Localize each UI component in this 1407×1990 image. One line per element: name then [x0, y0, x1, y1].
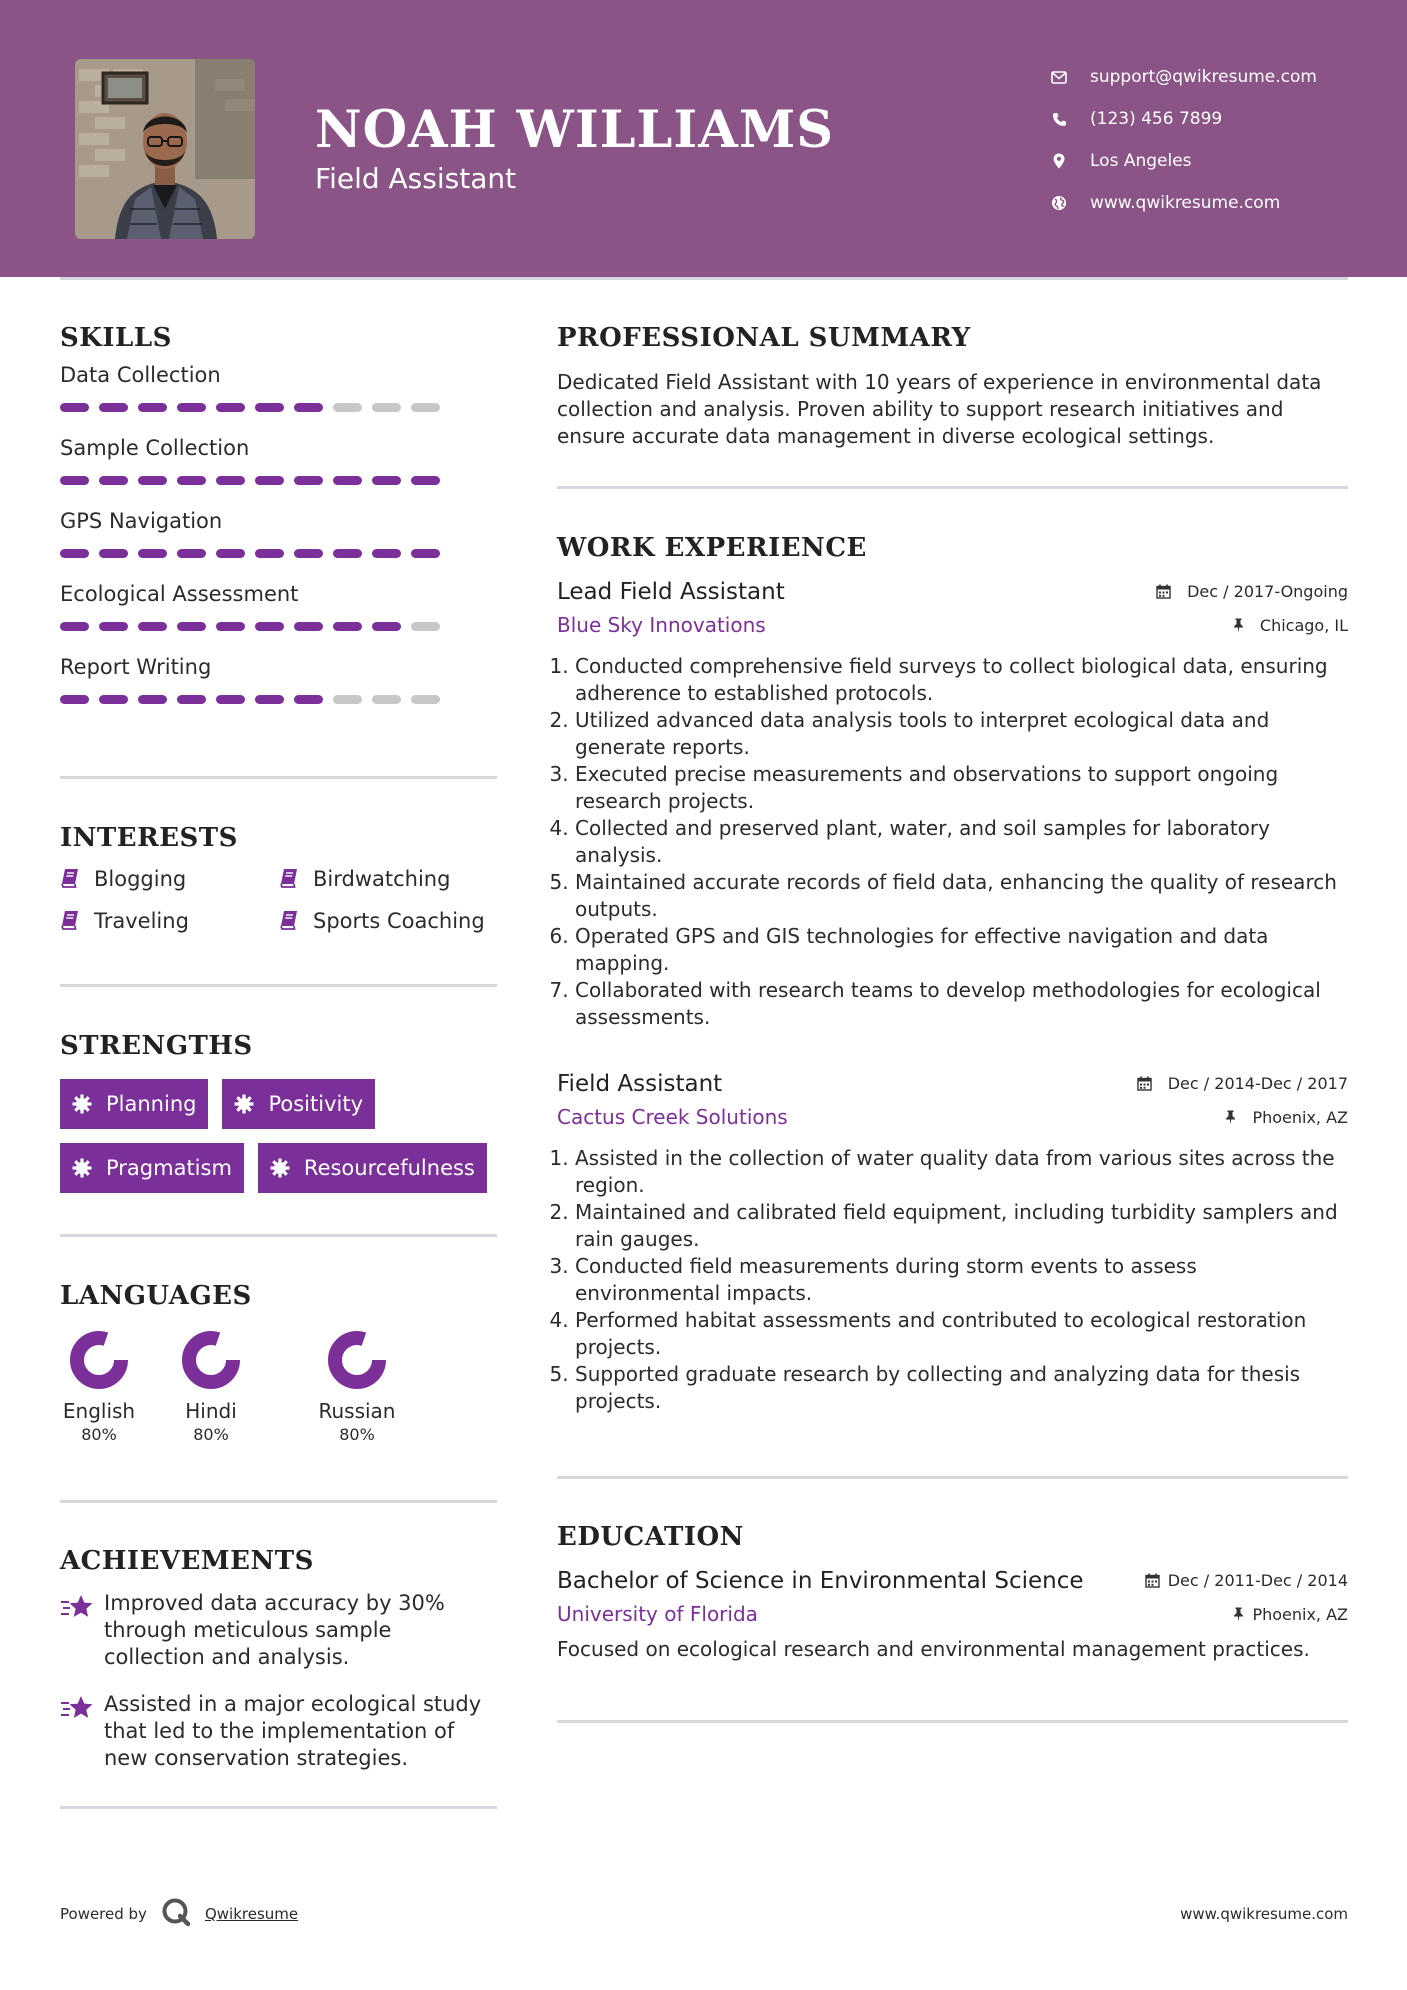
- job-duties: [557, 1145, 1348, 1415]
- language-progress-ring: [326, 1329, 388, 1391]
- book-icon: [279, 868, 301, 890]
- job-duties: [557, 653, 1348, 1031]
- skill-level-dot: [60, 403, 89, 412]
- languages-section: [60, 1281, 497, 1444]
- contact-list: [1050, 56, 1317, 224]
- calendar-icon: [1137, 1076, 1160, 1091]
- skill-level-dot: [411, 403, 440, 412]
- skill-level-dot: [177, 476, 206, 485]
- interest-item: [279, 867, 498, 891]
- skill-level-dot: [99, 403, 128, 412]
- skill-level-dot: [255, 403, 284, 412]
- badge-icon: [72, 1158, 92, 1178]
- experience-title: WORK EXPERIENCE: [557, 533, 867, 563]
- interests-title: INTERESTS: [60, 823, 238, 853]
- candidate-title: Field Assistant: [315, 162, 517, 195]
- strength-tag: [60, 1143, 244, 1193]
- job-role: Field Assistant: [557, 1071, 723, 1097]
- language-progress-arc: [189, 1338, 233, 1382]
- skill-level-dot: [177, 622, 206, 631]
- qwikresume-link[interactable]: Qwikresume: [204, 1905, 299, 1923]
- badge-icon: [72, 1094, 92, 1114]
- strength-tag: [222, 1079, 375, 1129]
- skill-level-dot: [333, 549, 362, 558]
- footer: [60, 1898, 1348, 1930]
- language-name: Hindi: [185, 1399, 237, 1423]
- skill-level-dot: [255, 695, 284, 704]
- footer-url[interactable]: www.qwikresume.com: [1180, 1905, 1348, 1923]
- globe-icon: [1050, 194, 1068, 212]
- job-date-text: Dec / 2014-Dec / 2017: [1167, 1074, 1348, 1093]
- job-duty: 1. Assisted in the collection of water quality data from various sites across the region.: [575, 1145, 1348, 1199]
- contact-email-text: support@qwikresume.com: [1090, 67, 1317, 87]
- language-percent: 80%: [193, 1425, 229, 1444]
- job-location-text: Chicago, IL: [1259, 615, 1348, 635]
- skills-section: [60, 323, 497, 704]
- job-duty: 6. Operated GPS and GIS technologies for effective navigation and data mapping.: [575, 923, 1348, 977]
- education-head: [557, 1568, 1348, 1594]
- interests-list: [60, 867, 497, 933]
- skill-level-dot: [333, 695, 362, 704]
- skills-title: SKILLS: [60, 323, 172, 353]
- achievement-text: Assisted in a major ecological study that led to the implementation of new conservation strategies.: [104, 1692, 482, 1770]
- skill-level-dot: [294, 695, 323, 704]
- skill-level-dot: [294, 622, 323, 631]
- job-company: Cactus Creek Solutions: [557, 1105, 788, 1129]
- section-divider: [557, 1720, 1348, 1723]
- language-name: English: [62, 1399, 136, 1423]
- strength-label: Resourcefulness: [303, 1156, 475, 1180]
- skills-list: [60, 363, 497, 704]
- pushpin-icon: [1233, 618, 1252, 633]
- skill-level-dot: [255, 549, 284, 558]
- skill-level-dot: [216, 622, 245, 631]
- envelope-icon: [1050, 68, 1068, 86]
- language-progress-ring: [68, 1329, 130, 1391]
- skill-level-dot: [216, 476, 245, 485]
- skill-level-dot: [294, 549, 323, 558]
- achievements-title: ACHIEVEMENTS: [60, 1546, 314, 1576]
- skill-level-dot: [99, 476, 128, 485]
- summary-title: PROFESSIONAL SUMMARY: [557, 323, 971, 353]
- language-item: [284, 1329, 430, 1444]
- job-location: [1233, 616, 1348, 635]
- job-head: [557, 1071, 1348, 1097]
- strength-tag: [60, 1079, 208, 1129]
- job-duty: 3. Conducted field measurements during storm events to assess environmental impacts.: [575, 1253, 1348, 1307]
- qwikresume-logo-icon: [161, 1897, 191, 1931]
- star-icon: [60, 1593, 94, 1623]
- job-duty: 7. Collaborated with research teams to develop methodologies for ecological assessments.: [575, 977, 1348, 1031]
- skill-level-dot: [60, 476, 89, 485]
- strength-label: Pragmatism: [106, 1156, 232, 1180]
- powered-by: [60, 1897, 298, 1931]
- education-entry: [557, 1568, 1348, 1663]
- interest-item: [279, 909, 498, 933]
- summary-section: [557, 323, 1348, 450]
- language-progress-arc: [335, 1338, 379, 1382]
- job-location: [1225, 1108, 1348, 1127]
- job-date-text: Dec / 2017-Ongoing: [1187, 582, 1348, 601]
- skill-level-bar: [60, 695, 497, 704]
- interests-section: [60, 823, 497, 933]
- contact-location-text: Los Angeles: [1090, 151, 1192, 171]
- contact-email[interactable]: [1050, 56, 1317, 98]
- job-sub: [557, 1105, 1348, 1129]
- education-date-text: Dec / 2011-Dec / 2014: [1167, 1571, 1348, 1590]
- skill-item: [60, 655, 497, 704]
- skill-level-bar: [60, 622, 497, 631]
- skill-level-dot: [138, 549, 167, 558]
- skill-item: [60, 363, 497, 412]
- job-duty: 3. Executed precise measurements and observations to support ongoing research projects.: [575, 761, 1348, 815]
- section-divider: [60, 1806, 497, 1809]
- interest-label: Birdwatching: [313, 867, 451, 891]
- job-duty: 4. Collected and preserved plant, water, and soil samples for laboratory analysis.: [575, 815, 1348, 869]
- job-head: [557, 579, 1348, 605]
- skill-level-dot: [255, 476, 284, 485]
- book-icon: [60, 868, 82, 890]
- skill-item: [60, 436, 497, 485]
- contact-location: [1050, 140, 1317, 182]
- education-sub: [557, 1602, 1348, 1626]
- skill-level-dot: [138, 622, 167, 631]
- section-divider: [557, 1476, 1348, 1479]
- strengths-list: [60, 1079, 500, 1193]
- skill-level-dot: [333, 622, 362, 631]
- skill-level-bar: [60, 476, 497, 485]
- location-pin-icon: [1050, 152, 1068, 170]
- language-percent: 80%: [81, 1425, 117, 1444]
- contact-website-text: www.qwikresume.com: [1090, 193, 1281, 213]
- job-location-text: Phoenix, AZ: [1252, 1107, 1348, 1127]
- skill-level-dot: [294, 403, 323, 412]
- language-item: [60, 1329, 138, 1444]
- skill-item: [60, 582, 497, 631]
- contact-website[interactable]: [1050, 182, 1317, 224]
- strengths-section: [60, 1031, 497, 1193]
- skill-name: Data Collection: [60, 363, 221, 387]
- job-entry: [557, 1071, 1348, 1415]
- skill-level-dot: [411, 476, 440, 485]
- strength-label: Planning: [106, 1092, 197, 1116]
- calendar-icon: [1156, 584, 1179, 599]
- profile-photo: [75, 59, 255, 239]
- language-name: Russian: [318, 1399, 396, 1423]
- strength-tag: [258, 1143, 487, 1193]
- section-divider: [60, 984, 497, 987]
- education-description: Focused on ecological research and environmental management practices.: [557, 1637, 1310, 1661]
- skill-level-dot: [177, 695, 206, 704]
- skill-level-dot: [333, 403, 362, 412]
- achievement-item: [60, 1590, 497, 1671]
- skill-level-dot: [372, 403, 401, 412]
- skill-level-dot: [177, 403, 206, 412]
- skill-level-dot: [216, 403, 245, 412]
- achievements-section: [60, 1546, 497, 1772]
- job-duty: 2. Maintained and calibrated field equipment, including turbidity samplers and rain gauges.: [575, 1199, 1348, 1253]
- interest-label: Sports Coaching: [313, 909, 485, 933]
- contact-phone[interactable]: [1050, 98, 1317, 140]
- phone-icon: [1050, 110, 1068, 128]
- skill-level-dot: [60, 622, 89, 631]
- skill-level-dot: [60, 695, 89, 704]
- experience-section: [557, 533, 1348, 1415]
- skill-level-dot: [372, 622, 401, 631]
- job-company: Blue Sky Innovations: [557, 613, 766, 637]
- calendar-icon: [1145, 1573, 1160, 1588]
- section-divider: [557, 486, 1348, 489]
- skill-item: [60, 509, 497, 558]
- job-duty: 5. Supported graduate research by collecting and analyzing data for thesis projects.: [575, 1361, 1348, 1415]
- skill-level-dot: [177, 549, 206, 558]
- star-icon: [60, 1694, 94, 1724]
- languages-list: [60, 1329, 497, 1444]
- job-role: Lead Field Assistant: [557, 579, 785, 605]
- education-location: [1233, 1605, 1348, 1624]
- education-date: [1145, 1571, 1348, 1590]
- skill-name: Ecological Assessment: [60, 582, 299, 606]
- powered-by-label: Powered by: [60, 1905, 147, 1923]
- job-date: [1137, 1074, 1348, 1093]
- section-divider: [60, 776, 497, 779]
- skill-level-dot: [138, 695, 167, 704]
- language-progress-arc: [77, 1338, 121, 1382]
- skill-level-dot: [60, 549, 89, 558]
- language-percent: 80%: [339, 1425, 375, 1444]
- contact-phone-text: (123) 456 7899: [1090, 109, 1223, 129]
- skill-level-dot: [216, 549, 245, 558]
- skill-name: GPS Navigation: [60, 509, 223, 533]
- job-duty: 2. Utilized advanced data analysis tools to interpret ecological data and generate reports.: [575, 707, 1348, 761]
- resume-header: [0, 0, 1407, 277]
- section-divider: [60, 1234, 497, 1237]
- skill-level-dot: [411, 549, 440, 558]
- skill-name: Report Writing: [60, 655, 212, 679]
- skill-level-bar: [60, 549, 497, 558]
- skill-level-dot: [411, 695, 440, 704]
- job-sub: [557, 613, 1348, 637]
- achievement-text: Improved data accuracy by 30% through meticulous sample collection and analysis.: [104, 1591, 445, 1669]
- job-date: [1156, 582, 1348, 601]
- skill-level-dot: [372, 549, 401, 558]
- education-section: [557, 1522, 1348, 1663]
- education-location-text: Phoenix, AZ: [1252, 1604, 1348, 1624]
- pushpin-icon: [1233, 1607, 1244, 1622]
- skill-level-dot: [99, 549, 128, 558]
- candidate-name: NOAH WILLIAMS: [315, 100, 835, 160]
- job-duty: 5. Maintained accurate records of field data, enhancing the quality of research outputs.: [575, 869, 1348, 923]
- skill-level-dot: [99, 622, 128, 631]
- education-degree: Bachelor of Science in Environmental Science: [557, 1568, 1084, 1594]
- badge-icon: [234, 1094, 254, 1114]
- book-icon: [60, 910, 82, 932]
- book-icon: [279, 910, 301, 932]
- header-divider: [60, 277, 1348, 280]
- interest-label: Blogging: [94, 867, 187, 891]
- language-progress-ring: [180, 1329, 242, 1391]
- job-duty: 1. Conducted comprehensive field surveys to collect biological data, ensuring adherence to established protocols.: [575, 653, 1348, 707]
- strength-label: Positivity: [268, 1092, 363, 1116]
- interest-label: Traveling: [94, 909, 189, 933]
- profile-photo-image: [75, 59, 255, 239]
- summary-text: Dedicated Field Assistant with 10 years of experience in environmental data collection and analysis. Proven ability to support research initiatives and ensure accurate data management in diverse ecological settings.: [557, 370, 1322, 448]
- skill-level-dot: [138, 476, 167, 485]
- strengths-title: STRENGTHS: [60, 1031, 253, 1061]
- interest-item: [60, 867, 279, 891]
- skill-level-dot: [411, 622, 440, 631]
- education-school: University of Florida: [557, 1602, 758, 1626]
- skill-level-bar: [60, 403, 497, 412]
- skill-level-dot: [99, 695, 128, 704]
- skill-level-dot: [255, 622, 284, 631]
- interest-item: [60, 909, 279, 933]
- skill-level-dot: [138, 403, 167, 412]
- language-item: [138, 1329, 284, 1444]
- jobs-list: [557, 579, 1348, 1415]
- section-divider: [60, 1500, 497, 1503]
- skill-level-dot: [294, 476, 323, 485]
- skill-name: Sample Collection: [60, 436, 250, 460]
- skill-level-dot: [372, 476, 401, 485]
- education-title: EDUCATION: [557, 1522, 744, 1552]
- job-entry: [557, 579, 1348, 1031]
- languages-title: LANGUAGES: [60, 1281, 252, 1311]
- achievements-list: [60, 1590, 497, 1772]
- pushpin-icon: [1225, 1110, 1244, 1125]
- skill-level-dot: [372, 695, 401, 704]
- skill-level-dot: [216, 695, 245, 704]
- badge-icon: [270, 1158, 290, 1178]
- achievement-item: [60, 1691, 497, 1772]
- skill-level-dot: [333, 476, 362, 485]
- job-duty: 4. Performed habitat assessments and contributed to ecological restoration projects.: [575, 1307, 1348, 1361]
